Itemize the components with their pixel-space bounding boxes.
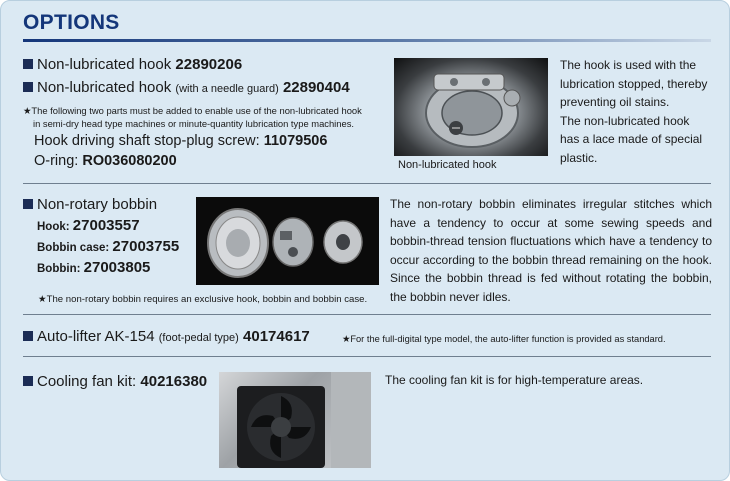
- hook-item-2-label: Non-lubricated hook: [37, 79, 172, 96]
- fan-image: [219, 372, 371, 468]
- bullet-square-icon: [23, 331, 33, 341]
- hook-description-2: The non-lubricated hook has a lace made of special plastic.: [560, 113, 703, 165]
- hook-note-line-1: ★The following two parts must be added to enable use of the non-lubricated hook: [23, 105, 362, 116]
- bobbin-title-label: Non-rotary bobbin: [37, 196, 158, 213]
- bullet-square-icon: [23, 59, 33, 69]
- bobbin-part: [37, 259, 150, 276]
- bobbin-title: [23, 196, 157, 213]
- bobbin-case-code: 27003755: [112, 238, 180, 255]
- bullet-square-icon: [23, 82, 33, 92]
- bobbin-image: [196, 197, 379, 285]
- fan-code: 40216380: [140, 373, 208, 390]
- section-divider: [23, 314, 711, 315]
- title-underline: [23, 39, 711, 42]
- section-divider: [23, 183, 711, 184]
- section-divider: [23, 356, 711, 357]
- fan-label: Cooling fan kit:: [37, 373, 137, 390]
- bobbin-hook-code: 27003557: [72, 217, 140, 234]
- bobbin-hook-label: Hook:: [37, 221, 70, 233]
- bobbin-photo: [196, 197, 379, 285]
- fan-description: The cooling fan kit is for high-temperature areas.: [385, 373, 644, 387]
- hook-part-1-label: Hook driving shaft stop-plug screw:: [34, 133, 260, 149]
- bobbin-description: The non-rotary bobbin eliminates irregular stitches which have a tendency to occur at some sewing speeds and bobbin-thread tension fluctuations which have a tendency to occur according to the bobbin thread remaining on the hook. Since the bobbin thread is fed without rotating the bobbin, the bobbin never idles.: [390, 197, 712, 304]
- autolifter-label: Auto-lifter AK-154: [37, 328, 155, 345]
- hook-item-2-suffix: (with a needle guard): [175, 83, 279, 95]
- fan-item: [23, 373, 207, 390]
- hook-part-2-label: O-ring:: [34, 153, 79, 169]
- bobbin-note: ★The non-rotary bobbin requires an exclusive hook, bobbin and bobbin case.: [38, 294, 368, 305]
- autolifter-item: [23, 328, 310, 345]
- bullet-square-icon: [23, 199, 33, 209]
- hook-description: [560, 56, 712, 167]
- bullet-square-icon: [23, 376, 33, 386]
- autolifter-note: ★For the full-digital type model, the auto-lifter function is provided as standard.: [342, 334, 666, 344]
- bobbin-label: Bobbin:: [37, 263, 81, 275]
- hook-item-1-code: 22890206: [175, 56, 243, 73]
- hook-note-line-2: in semi-dry head type machines or minute-quantity lubrication type machines.: [33, 118, 354, 129]
- bobbin-case-label: Bobbin case:: [37, 242, 110, 254]
- hook-photo: [394, 58, 548, 156]
- bobbin-case-part: [37, 238, 179, 255]
- hook-part-2: [34, 153, 177, 169]
- hook-note: [23, 104, 362, 130]
- hook-part-2-code: RO036080200: [82, 153, 177, 169]
- autolifter-code: 40174617: [243, 328, 310, 345]
- hook-description-1: The hook is used with the lubrication stopped, thereby preventing oil stains.: [560, 58, 708, 109]
- page-title: OPTIONS: [23, 11, 120, 34]
- hook-item-2: [23, 79, 350, 96]
- hook-image: [394, 58, 548, 156]
- autolifter-suffix: (foot-pedal type): [158, 332, 239, 344]
- hook-item-1-label: Non-lubricated hook: [37, 56, 172, 73]
- hook-item-2-code: 22890404: [282, 79, 350, 96]
- hook-part-1: [34, 133, 327, 149]
- hook-photo-caption: Non-lubricated hook: [398, 159, 497, 171]
- fan-photo: [219, 372, 371, 468]
- bobbin-hook-part: [37, 217, 140, 234]
- hook-item-1: [23, 56, 242, 73]
- hook-part-1-code: 11079506: [263, 133, 328, 149]
- bobbin-code: 27003805: [83, 259, 151, 276]
